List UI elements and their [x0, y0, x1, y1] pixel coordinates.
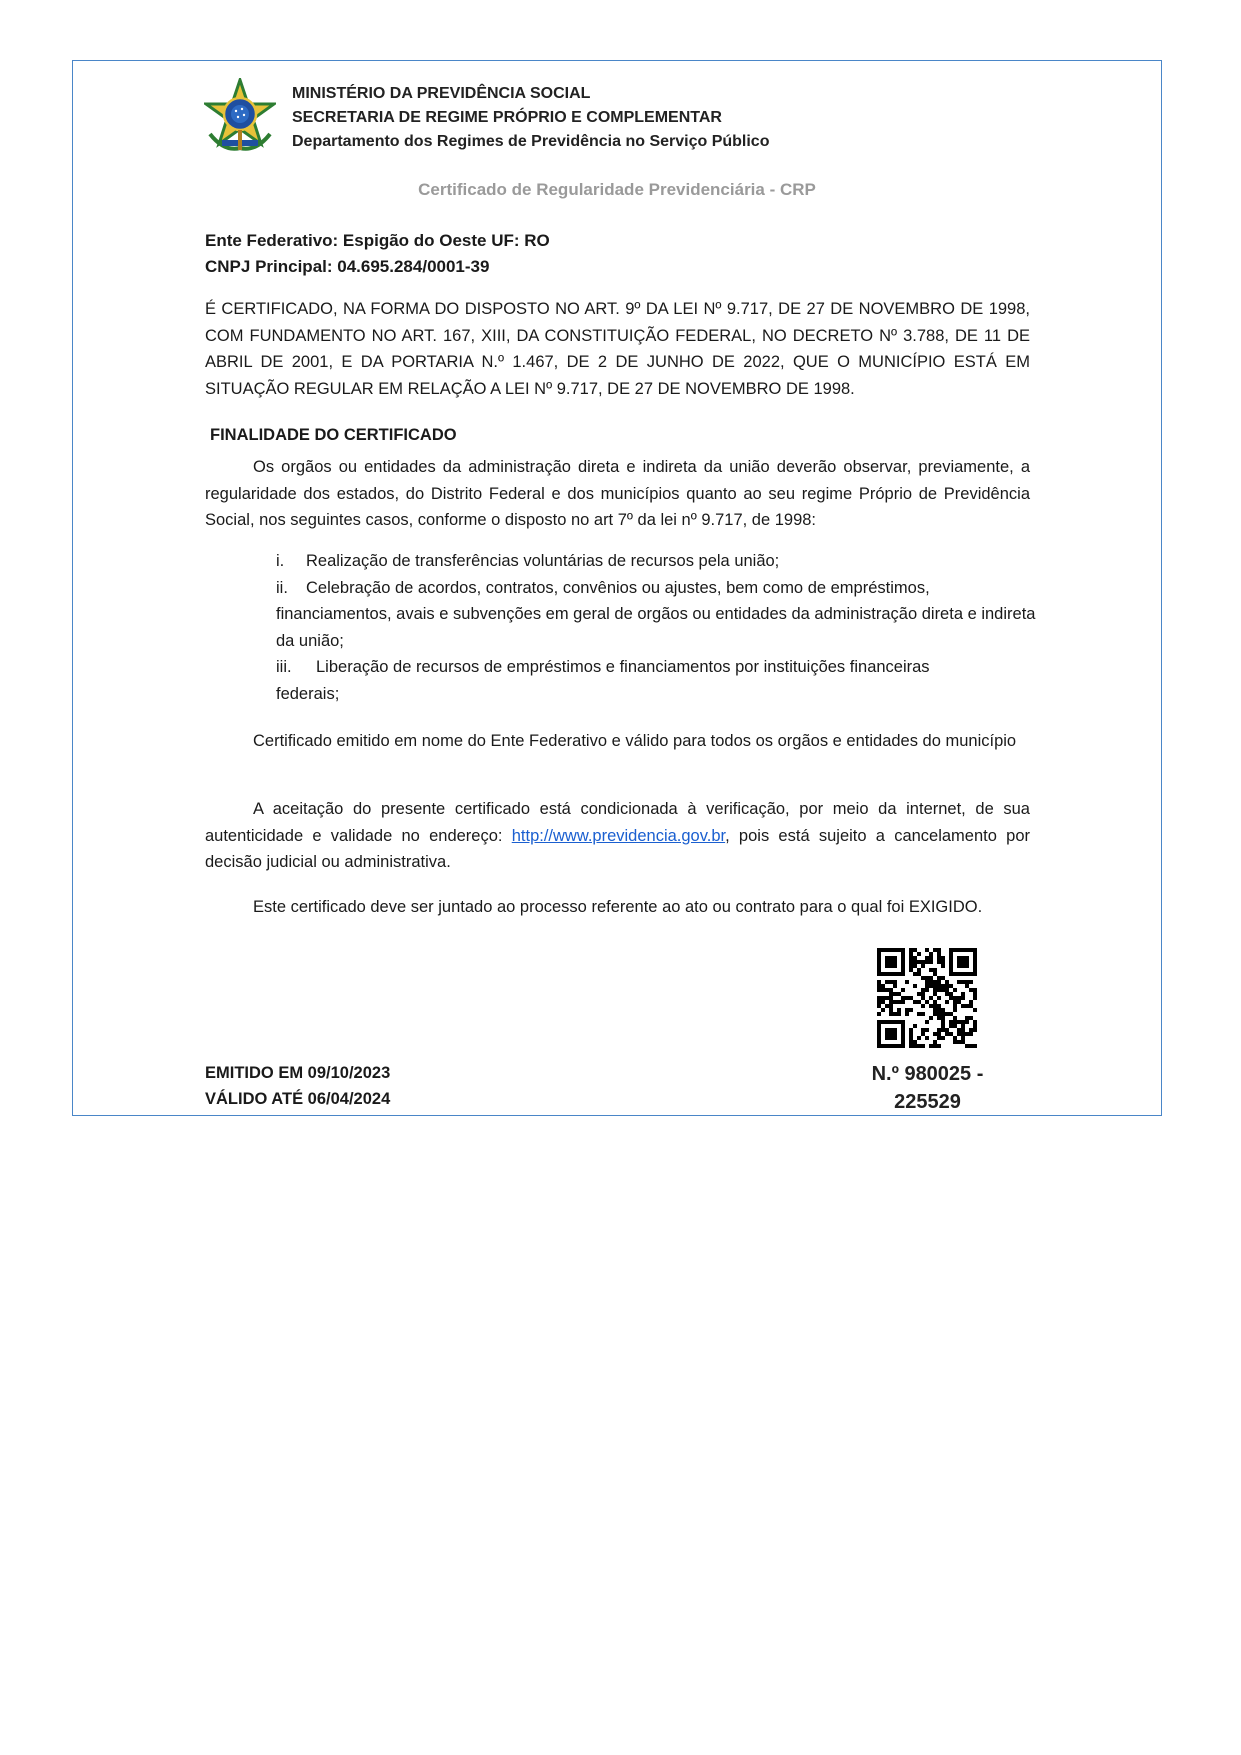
cnpj-principal: CNPJ Principal: 04.695.284/0001-39	[205, 257, 490, 276]
list-item-text: Celebração de acordos, contratos, convênios ou ajustes, bem como de empréstimos,	[306, 578, 930, 597]
certification-paragraph: É CERTIFICADO, NA FORMA DO DISPOSTO NO ART. 9º DA LEI Nº 9.717, DE 27 DE NOVEMBRO DE 1998, COM FUNDAMENTO NO ART. 167, XIII, DA CONSTITUIÇÃO FEDERAL, NO DECRETO Nº 3.788, DE 11 DE ABRIL DE 2001, E DA PORTARIA N.º 1.467, DE 2 DE JUNHO DE 2022, QUE O MUNICÍPIO ESTÁ EM SITUAÇÃO REGULAR EM RELAÇÃO A LEI Nº 9.717, DE 27 DE NOVEMBRO DE 1998.	[205, 300, 1030, 398]
list-item	[276, 548, 1036, 575]
document-title: Certificado de Regularidade Previdenciária - CRP	[418, 180, 816, 199]
emitido-em: EMITIDO EM 09/10/2023	[205, 1064, 391, 1082]
finalidade-paragraph: Os orgãos ou entidades da administração direta e indireta da união deverão observar, previamente, a regularidade dos estados, do Distrito Federal e dos municípios quanto ao seu regime Próprio de Previdência Social, nos seguintes casos, conforme o disposto no art 7º da lei nº 9.717, de 1998:	[205, 458, 1030, 529]
valido-ate: VÁLIDO ATÉ 06/04/2024	[205, 1090, 391, 1108]
previdencia-link[interactable]: http://www.previdencia.gov.br	[511, 826, 726, 845]
list-item-text: Realização de transferências voluntárias de recursos pela união;	[306, 552, 780, 570]
finalidade-list	[276, 548, 1036, 707]
list-item	[276, 575, 1036, 602]
qr-code[interactable]	[877, 948, 977, 1048]
brazil-coat-of-arms-icon	[204, 78, 276, 154]
aceitacao-text-after: , pois está sujeito a cancelamento por decisão judicial ou administrativa.	[205, 826, 1030, 871]
aceitacao-paragraph	[205, 796, 1030, 876]
exigido-paragraph: Este certificado deve ser juntado ao processo referente ao ato ou contrato para o qual foi EXIGIDO.	[253, 898, 983, 916]
list-item-text: Liberação de recursos de empréstimos e financiamentos por instituições financeiras	[316, 658, 930, 676]
list-item-continuation: financiamentos, avais e subvenções em geral de orgãos ou entidades da administração direta e indireta da união;	[276, 605, 1036, 650]
certificate-number-line2: 225529	[894, 1091, 961, 1113]
certificate-number-line1: N.º 980025 -	[871, 1063, 984, 1085]
aceitacao-text-before: A aceitação do presente certificado está condicionada à verificação, por meio da internet, de sua autenticidade e validade no endereço:	[205, 800, 1030, 845]
secretariat-name: SECRETARIA DE REGIME PRÓPRIO E COMPLEMENTAR	[292, 109, 722, 126]
certificate-number	[840, 1060, 1015, 1116]
list-item-continuation: federais;	[276, 684, 340, 703]
list-item-number: ii.	[276, 578, 288, 597]
ente-info	[205, 228, 1030, 280]
list-item	[276, 654, 1036, 681]
institution-header	[292, 82, 769, 154]
emitido-paragraph: Certificado emitido em nome do Ente Federativo e válido para todos os orgãos e entidades do município	[253, 732, 1017, 750]
ente-federativo: Ente Federativo: Espigão do Oeste UF: RO	[205, 231, 550, 250]
department-name: Departamento dos Regimes de Previdência no Serviço Público	[292, 133, 770, 150]
finalidade-heading: FINALIDADE DO CERTIFICADO	[210, 426, 457, 444]
validity-dates	[205, 1060, 390, 1112]
list-item-number: iii.	[276, 658, 292, 676]
list-item-number: i.	[276, 552, 285, 570]
ministry-name: MINISTÉRIO DA PREVIDÊNCIA SOCIAL	[292, 85, 591, 102]
